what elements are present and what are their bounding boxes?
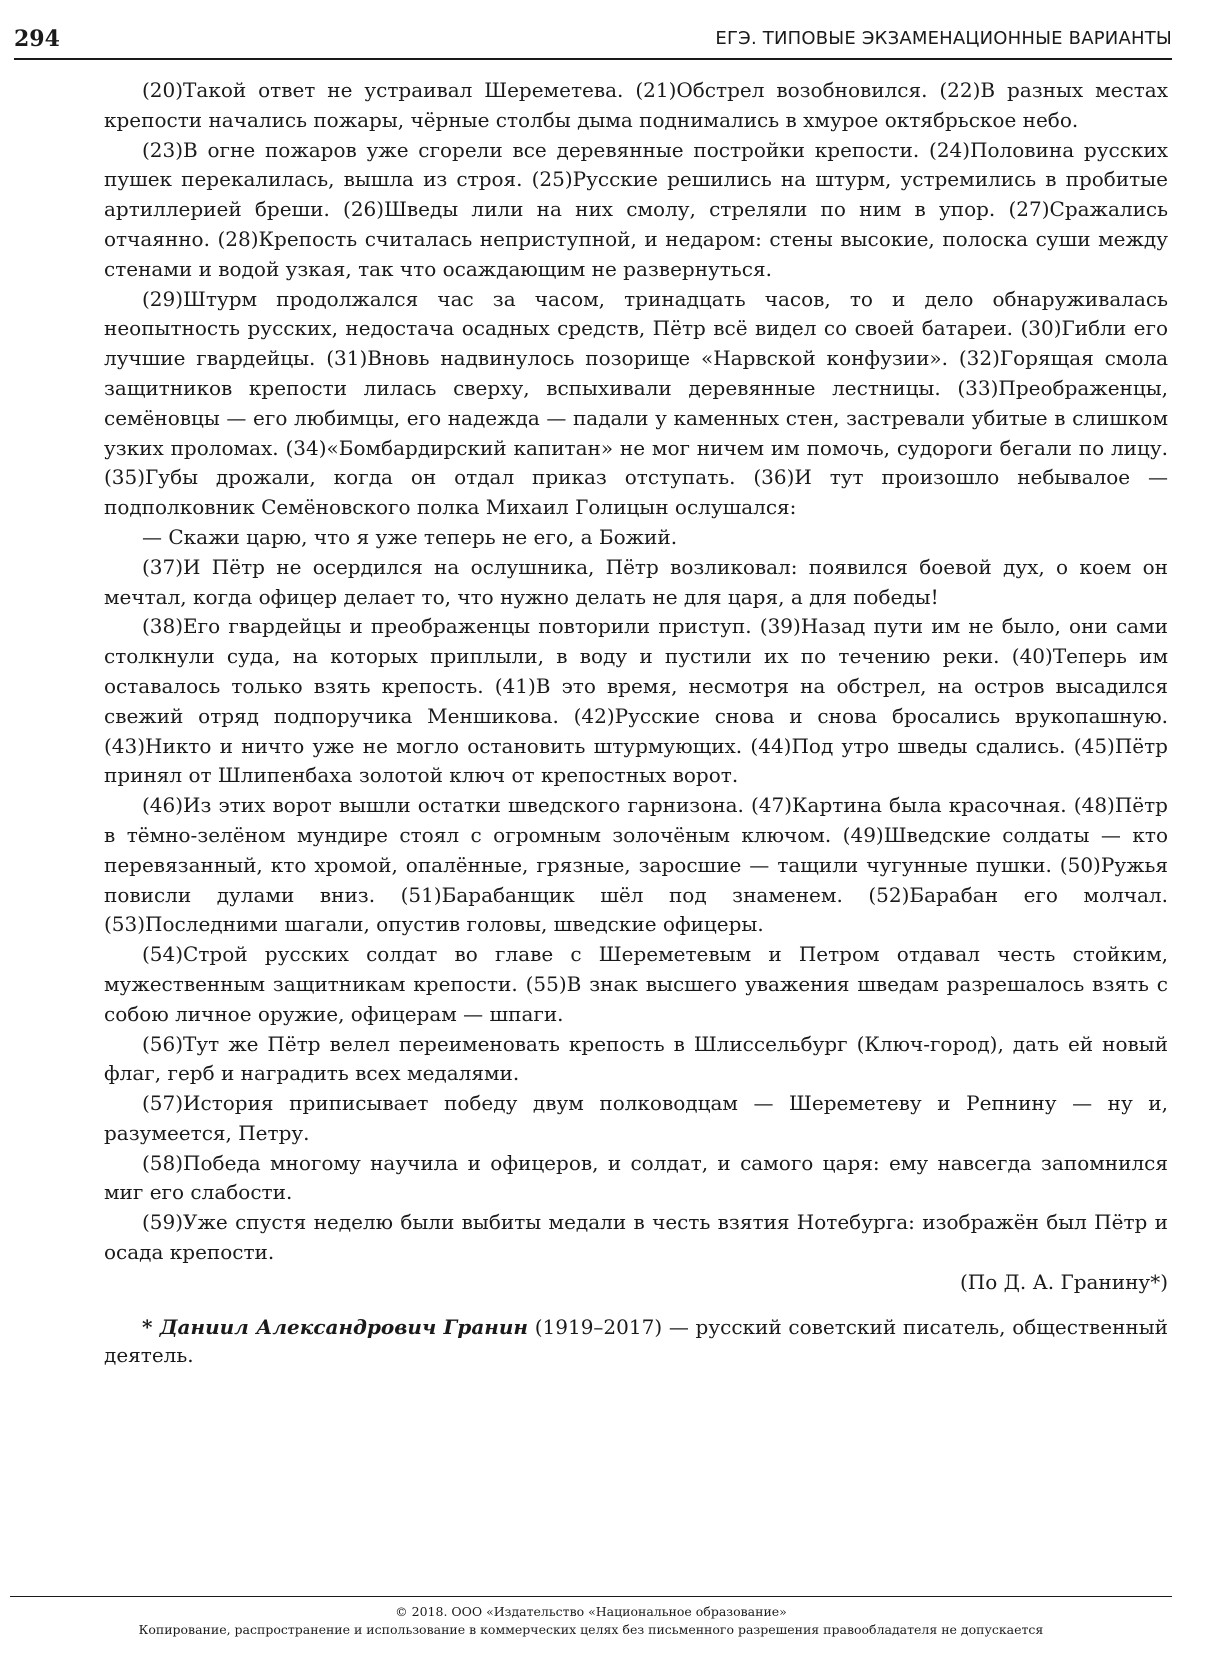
footnote-author-name: * Даниил Александрович Гранин bbox=[142, 1314, 529, 1339]
paragraph-56: (56)Тут же Пётр велел переименовать крепость в Шлиссельбург (Ключ-город), дать ей новый флаг, герб и наградить всех медалями. bbox=[104, 1031, 1168, 1086]
paragraph-59: (59)Уже спустя неделю были выбиты медали в честь взятия Нотебурга: изображён был Пётр и осада крепости. bbox=[104, 1210, 1168, 1265]
paragraph-38-45: (38)Его гвардейцы и преображенцы повторили приступ. (39)Назад пути им не было, они сами столкнули суда, на которых приплыли, в воду и пустили их по течению реки. (40)Теперь им оставалось только взять крепость. (41)В это время, несмотря на обстрел, на остров высадился свежий отряд подпоручика Меншикова. (42)Русские снова и снова бросались врукопашную. (43)Никто и ничто уже не могло остановить штурмующих. (44)Под утро шведы сдались. (45)Пётр принял от Шлипенбаха золотой ключ от крепостных ворот. bbox=[104, 614, 1168, 788]
paragraph-23-28: (23)В огне пожаров уже сгорели все деревянные постройки крепости. (24)Половина русских пушек перекалилась, вышла из строя. (25)Русские решились на штурм, устремились в пробитые артиллерией бреши. (26)Шведы лили на них смолу, стреляли по ним в упор. (27)Сражались отчаянно. (28)Крепость считалась неприступной, и недаром: стены высокие, полоска суши между стенами и водой узкая, так что осаждающим не развернуться. bbox=[104, 137, 1168, 281]
page-header bbox=[14, 22, 1172, 60]
paragraph-54-55: (54)Строй русских солдат во главе с Шереметевым и Петром отдавал честь стойким, мужественным защитникам крепости. (55)В знак высшего уважения шведам разрешалось взять с собою личное оружие, офицерам — шпаги. bbox=[104, 942, 1168, 1026]
running-title: ЕГЭ. ТИПОВЫЕ ЭКЗАМЕНАЦИОННЫЕ ВАРИАНТЫ bbox=[715, 28, 1172, 49]
main-text bbox=[104, 76, 1168, 1369]
footnote bbox=[104, 1313, 1168, 1369]
copy-notice: Копирование, распространение и использование в коммерческих целях без письменного разрешения правообладателя не допускается bbox=[138, 1622, 1044, 1637]
paragraph-20-22: (20)Такой ответ не устраивал Шереметева. (21)Обстрел возобновился. (22)В разных местах крепости начались пожары, чёрные столбы дыма поднимались в хмурое октябрьское небо. bbox=[104, 78, 1168, 132]
paragraph-46-53: (46)Из этих ворот вышли остатки шведского гарнизона. (47)Картина была красочная. (48)Пётр в тёмно-зелёном мундире стоял с огромным золочёным ключом. (49)Шведские солдаты — кто перевязанный, кто хромой, опалённые, грязные, заросшие — тащили чугунные пушки. (50)Ружья повисли дулами вниз. (51)Барабанщик шёл под знаменем. (52)Барабан его молчал. (53)Последними шагали, опустив головы, шведские офицеры. bbox=[104, 793, 1168, 937]
footnote-text: (1919–2017) — русский советский писатель, общественный деятель. bbox=[104, 1314, 1168, 1367]
dialogue-line: — Скажи царю, что я уже теперь не его, а Божий. bbox=[142, 524, 678, 549]
paragraph-58: (58)Победа многому научила и офицеров, и солдат, и самого царя: ему навсегда запомнился миг его слабости. bbox=[104, 1150, 1168, 1205]
paragraph-37: (37)И Пётр не осердился на ослушника, Пётр возликовал: появился боевой дух, о коем он мечтал, когда офицер делает то, что нужно делать не для царя, а для победы! bbox=[104, 554, 1168, 609]
source-attribution: (По Д. А. Гранину*) bbox=[959, 1269, 1168, 1294]
paragraph-29-36: (29)Штурм продолжался час за часом, тринадцать часов, то и дело обнаруживалась неопытность русских, недостача осадных средств, Пётр всё видел со своей батареи. (30)Гибли его лучшие гвардейцы. (31)Вновь надвинулось позорище «Нарвской конфузии». (32)Горящая смола защитников крепости лилась сверху, вспыхивали деревянные лестницы. (33)Преображенцы, семёновцы — его любимцы, его надежда — падали у каменных стен, застревали убитые в слишком узких проломах. (34)«Бомбардирский капитан» не мог ничем им помочь, судороги бегали по лицу. (35)Губы дрожали, когда он отдал приказ отступать. (36)И тут произошло небывалое — подполковник Семёновского полка Михаил Голицын ослушался: bbox=[104, 286, 1168, 520]
footer-divider bbox=[10, 1596, 1172, 1597]
paragraph-57: (57)История приписывает победу двум полководцам — Шереметеву и Репнину — ну и, разумеется, Петру. bbox=[104, 1091, 1168, 1145]
page-number: 294 bbox=[14, 26, 60, 52]
page-footer bbox=[10, 1603, 1172, 1639]
copyright-line: © 2018. ООО «Издательство «Национальное образование» bbox=[395, 1604, 787, 1619]
